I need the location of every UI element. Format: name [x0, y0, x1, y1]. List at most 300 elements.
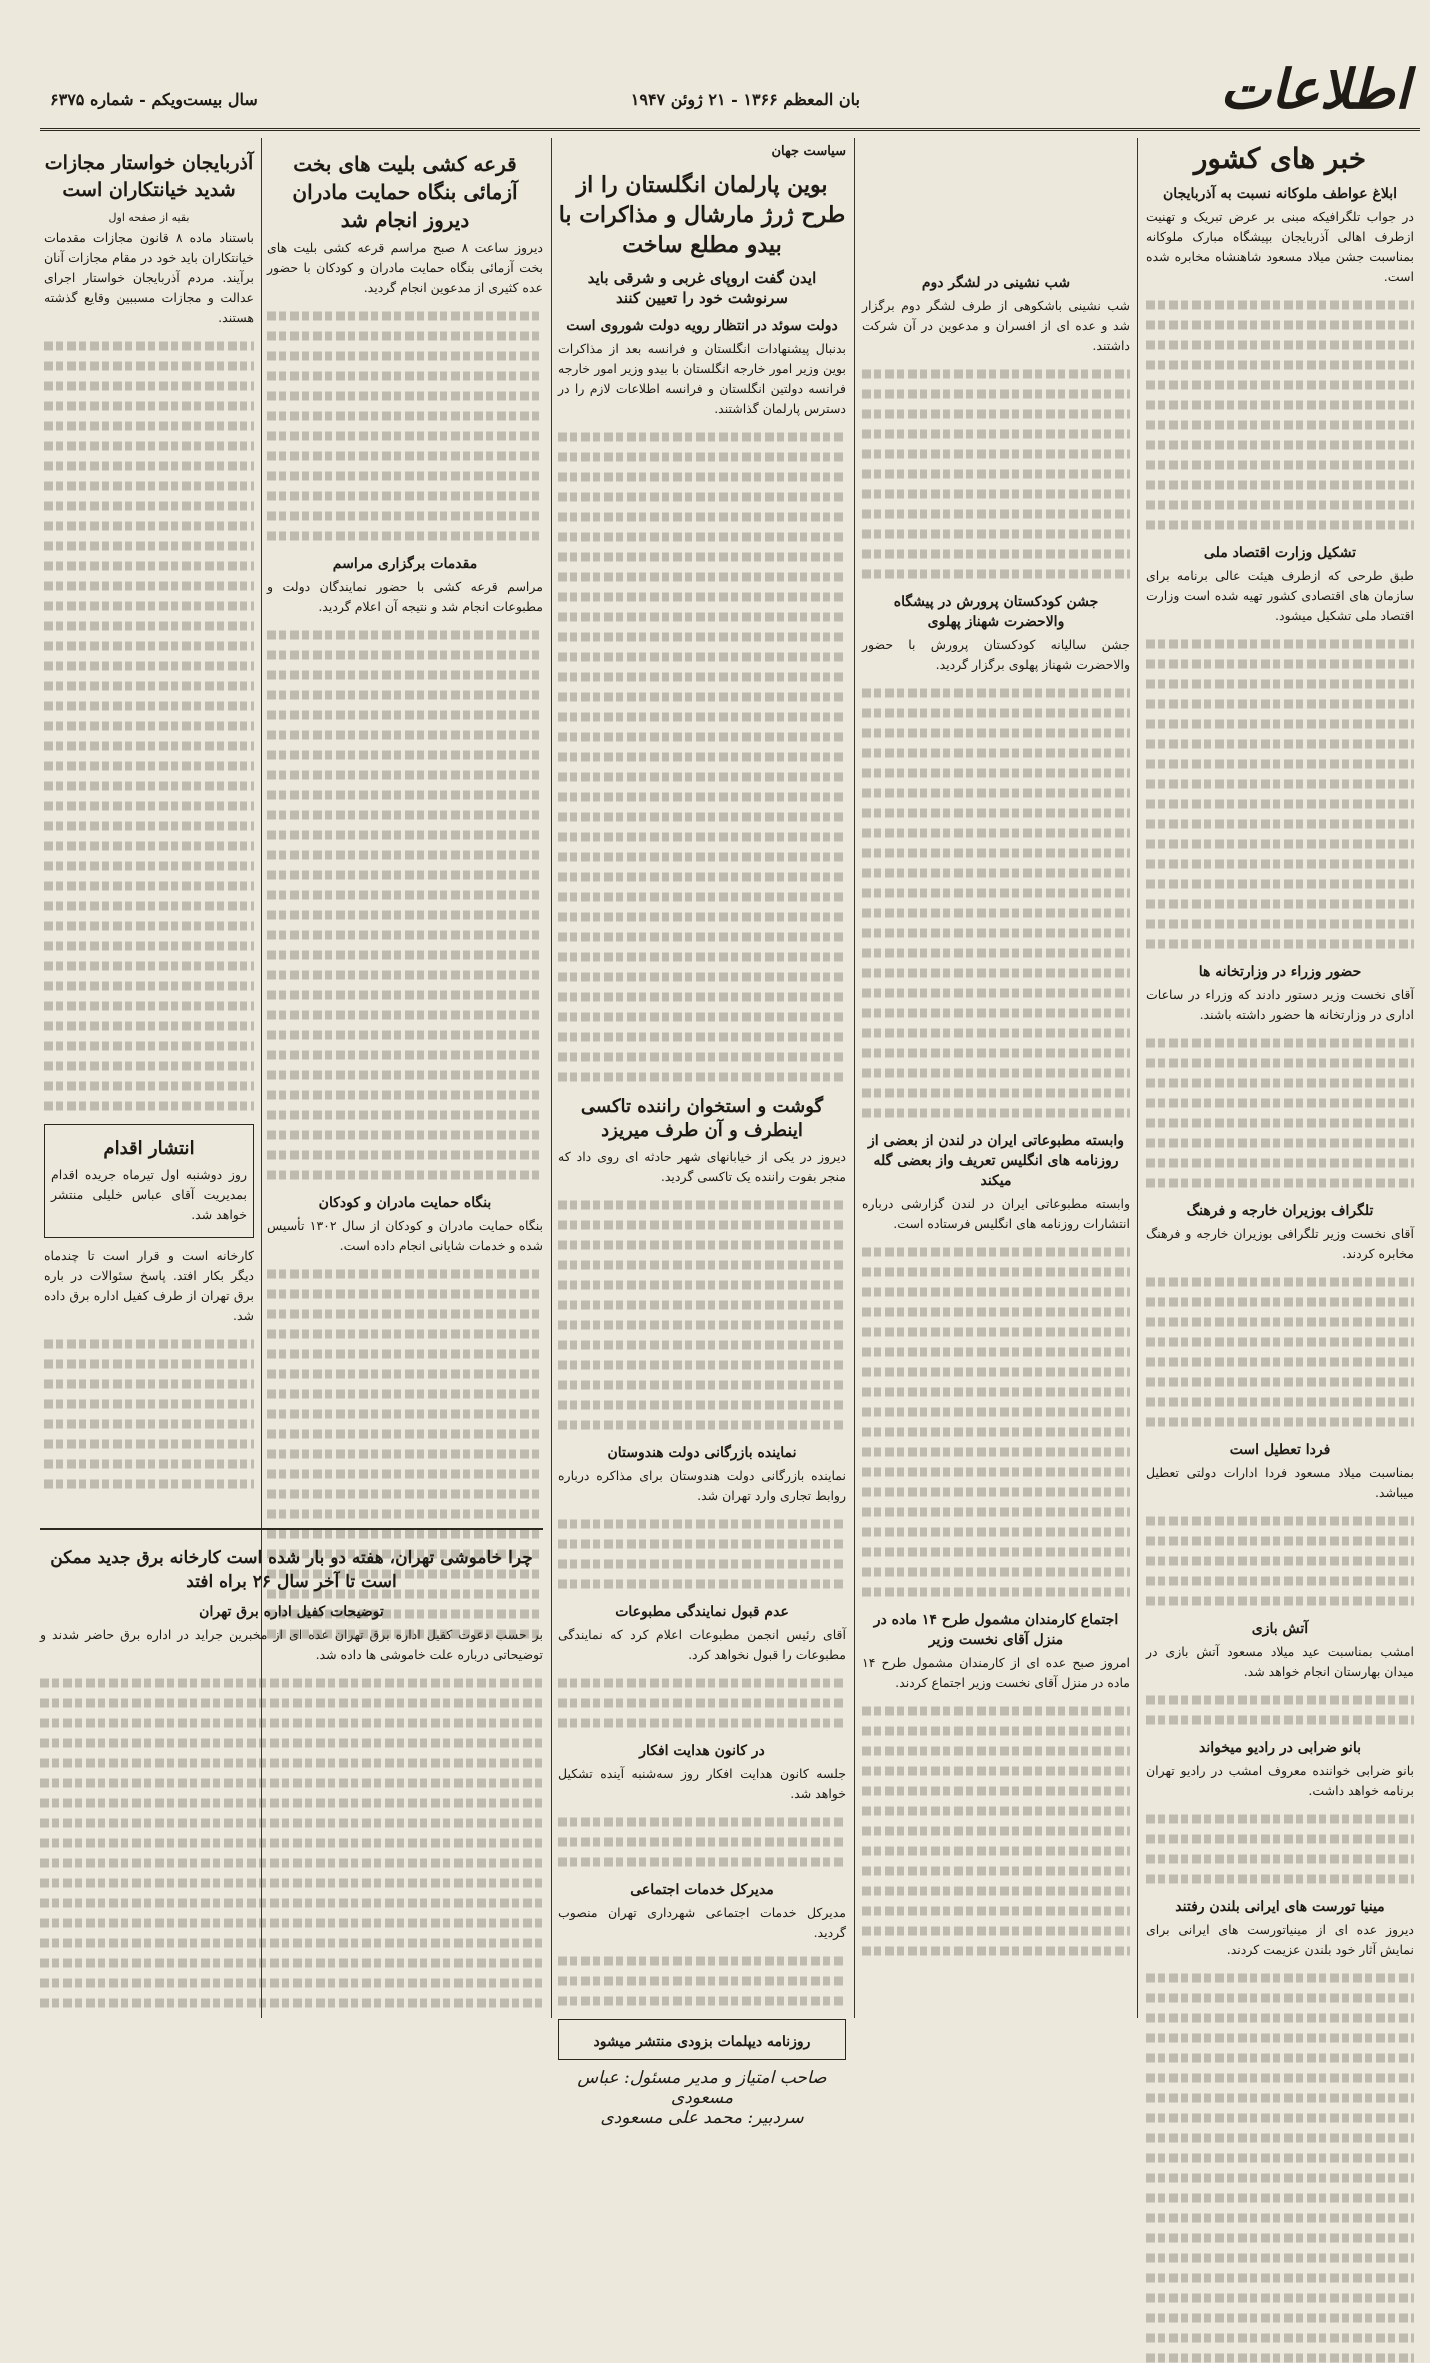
text-line	[862, 1747, 1130, 1756]
column-rule	[551, 138, 552, 2018]
text-line	[1146, 1815, 1414, 1824]
text-line	[267, 1510, 543, 1519]
text-line	[862, 1807, 1130, 1816]
text-line	[1146, 2094, 1414, 2103]
text-line	[1146, 2194, 1414, 2203]
article-title: آتش بازی	[1251, 1621, 1309, 1637]
text-line	[558, 1520, 846, 1529]
subheadline: دولت سوئد در انتظار رویه دولت شوروی است	[566, 318, 838, 334]
text-line	[1146, 301, 1414, 310]
text-line	[1146, 660, 1414, 669]
text-line	[267, 1270, 543, 1279]
text-line	[44, 882, 254, 891]
text-line	[862, 1388, 1130, 1397]
text-line	[1146, 1418, 1414, 1427]
article-body: کارخانه است و قرار است تا چندماه دیگر بکار افتد. پاسخ سئوالات در باره برق تهران از طرف کفیل اداره برق داده شد.	[44, 1248, 254, 1323]
text-line	[267, 1470, 543, 1479]
article-headline: قرعه کشی بلیت های بخت آزمائی بنگاه حمایت مادران دیروز انجام شد	[292, 152, 518, 232]
article-title: بنگاه حمایت مادران و کودکان	[318, 1195, 492, 1211]
article-title: حضور وزراء در وزارتخانه ها	[1198, 964, 1362, 980]
article-body: شب نشینی باشکوهی از طرف لشگر دوم برگزار شد و عده ای از افسران و مدعوین در آن شرکت داشتند.	[862, 298, 1130, 353]
newspaper-logo: اطلاعات	[1220, 57, 1410, 121]
article-title: مقدمات برگزاری مراسم	[332, 556, 478, 572]
text-line	[558, 653, 846, 662]
text-line	[1146, 381, 1414, 390]
text-line	[44, 1360, 254, 1369]
text-line	[862, 969, 1130, 978]
text-line	[1146, 1517, 1414, 1526]
text-line	[40, 1899, 543, 1908]
article-headline: آذربایجان خواستار مجازات شدید خیانتکاران است	[44, 152, 254, 201]
text-line	[1146, 2014, 1414, 2023]
text-line	[862, 1827, 1130, 1836]
text-line	[862, 470, 1130, 479]
column-rule	[1137, 138, 1138, 2018]
text-line	[558, 1838, 846, 1847]
text-line	[1146, 2154, 1414, 2163]
text-line	[44, 902, 254, 911]
text-line	[862, 570, 1130, 579]
text-line	[1146, 2114, 1414, 2123]
text-line	[1146, 740, 1414, 749]
text-line	[267, 1051, 543, 1060]
main-headline: بوین پارلمان انگلستان را از طرح ژرژ مارشال و مذاکرات با بیدو مطلع ساخت	[558, 172, 846, 258]
text-line	[862, 490, 1130, 499]
article-title: نماینده بازرگانی دولت هندوستان	[607, 1445, 797, 1461]
column-world-politics	[558, 142, 846, 2128]
article-body: آقای رئیس انجمن مطبوعات اعلام کرد که نمایندگی مطبوعات را قبول نخواهد کرد.	[558, 1627, 846, 1662]
text-line	[267, 1370, 543, 1379]
text-line	[267, 971, 543, 980]
text-line	[558, 753, 846, 762]
text-line	[1146, 760, 1414, 769]
text-line	[862, 1907, 1130, 1916]
text-line	[558, 1053, 846, 1062]
text-line	[1146, 900, 1414, 909]
text-line	[558, 953, 846, 962]
article-title: مدیرکل خدمات اجتماعی	[630, 1882, 774, 1898]
text-line	[267, 871, 543, 880]
text-line	[862, 1069, 1130, 1078]
article-title: فردا تعطیل است	[1229, 1442, 1331, 1458]
text-line	[558, 1818, 846, 1827]
text-line	[267, 911, 543, 920]
text-line	[1146, 2334, 1414, 2343]
text-line	[1146, 1835, 1414, 1844]
text-line	[44, 382, 254, 391]
text-line	[40, 1819, 543, 1828]
text-line	[558, 673, 846, 682]
text-line	[558, 833, 846, 842]
text-line	[558, 1580, 846, 1589]
text-line	[862, 1049, 1130, 1058]
announcement-box	[44, 1124, 254, 1238]
article-body: امروز صبح عده ای از کارمندان مشمول طرح ۱۴ ماده در منزل آقای نخست وزیر اجتماع کردند.	[862, 1655, 1130, 1690]
text-line	[1146, 680, 1414, 689]
column-azerbaijan	[44, 142, 254, 1522]
text-line	[862, 1268, 1130, 1277]
text-line	[558, 1858, 846, 1867]
text-line	[267, 771, 543, 780]
text-line	[44, 642, 254, 651]
text-line	[558, 493, 846, 502]
text-line	[862, 1887, 1130, 1896]
text-line	[44, 1022, 254, 1031]
text-line	[862, 989, 1130, 998]
article-headline: چرا خاموشی تهران، هفته دو بار شده است کارخانه برق جدید ممکن است تا آخر سال ۲۶ براه افتد	[50, 1548, 533, 1592]
text-line	[558, 993, 846, 1002]
dateline: بان المعظم ۱۳۶۶ - ۲۱ ژوئن ۱۹۴۷	[630, 90, 860, 109]
text-line	[862, 1248, 1130, 1257]
text-line	[1146, 2314, 1414, 2323]
text-line	[1146, 2214, 1414, 2223]
text-line	[40, 1999, 543, 2008]
text-line	[40, 1839, 543, 1848]
text-line	[267, 1490, 543, 1499]
text-line	[44, 542, 254, 551]
text-line	[558, 1401, 846, 1410]
article-body: جشن سالیانه کودکستان پرورش با حضور والاحضرت شهناز پهلوی برگزار گردید.	[862, 637, 1130, 672]
text-line	[1146, 1338, 1414, 1347]
text-line	[1146, 501, 1414, 510]
text-line	[1146, 2134, 1414, 2143]
text-line	[1146, 640, 1414, 649]
article-body: طبق طرحی که ازطرف هیئت عالی برنامه برای سازمان های اقتصادی کشور تهیه شده است وزارت اقتصاد ملی تشکیل میشود.	[1146, 568, 1414, 623]
text-line	[44, 662, 254, 671]
article-title: بانو ضرابی در رادیو میخواند	[1199, 1740, 1361, 1756]
text-line	[1146, 860, 1414, 869]
text-line	[44, 962, 254, 971]
text-line	[267, 1071, 543, 1080]
text-line	[1146, 1139, 1414, 1148]
article-headline: گوشت و استخوان راننده تاکسی اینطرف و آن طرف میریزد	[580, 1096, 824, 1141]
article-title: تشکیل وزارت اقتصاد ملی	[1203, 545, 1357, 561]
text-line	[44, 422, 254, 431]
electricity-article	[40, 1538, 543, 2018]
text-line	[267, 392, 543, 401]
text-line	[267, 332, 543, 341]
text-line	[267, 751, 543, 760]
text-line	[1146, 1119, 1414, 1128]
article-body: بر حسب دعوت کفیل اداره برق تهران عده ای از مخبرین جراید در اداره برق حاضر شدند و توضیحاتی درباره علت خاموشی ها داده شد.	[40, 1627, 543, 1662]
article-title: عدم قبول نمایندگی مطبوعات	[615, 1604, 789, 1620]
text-line	[40, 1979, 543, 1988]
text-line	[1146, 1597, 1414, 1606]
text-line	[267, 1011, 543, 1020]
text-line	[44, 782, 254, 791]
text-line	[267, 931, 543, 940]
text-line	[558, 633, 846, 642]
article-title: اجتماع کارمندان مشمول طرح ۱۴ ماده در منزل آقای نخست وزیر	[873, 1612, 1119, 1648]
text-line	[862, 1727, 1130, 1736]
text-line	[1146, 521, 1414, 530]
text-line	[558, 693, 846, 702]
article-body: بمناسبت میلاد مسعود فردا ادارات دولتی تعطیل میباشد.	[1146, 1465, 1414, 1500]
text-line	[1146, 461, 1414, 470]
text-line	[44, 442, 254, 451]
article-body: بدنبال پیشنهادات انگلستان و فرانسه بعد از مذاکرات بوین وزیر امور خارجه انگلستان با بیدو وزیر امور خارجه فرانسه دولتین انگلستان و فرانسه اطلاعات لازم را در دسترس پارلمان گذاشتند.	[558, 341, 846, 416]
article-title: وابسته مطبوعاتی ایران در لندن از بعضی از روزنامه های انگلیس تعریف واز بعضی گله میکند	[867, 1133, 1125, 1189]
text-line	[1146, 1557, 1414, 1566]
text-line	[1146, 1994, 1414, 2003]
text-line	[44, 1440, 254, 1449]
text-line	[558, 1381, 846, 1390]
text-line	[558, 1013, 846, 1022]
text-line	[1146, 720, 1414, 729]
text-line	[862, 550, 1130, 559]
text-line	[267, 372, 543, 381]
text-line	[862, 1428, 1130, 1437]
text-line	[862, 1528, 1130, 1537]
text-line	[267, 1151, 543, 1160]
text-line	[1146, 1974, 1414, 1983]
text-line	[44, 562, 254, 571]
text-line	[44, 1400, 254, 1409]
text-line	[558, 1361, 846, 1370]
text-line	[558, 613, 846, 622]
text-line	[1146, 1079, 1414, 1088]
text-line	[862, 1548, 1130, 1557]
text-line	[558, 1699, 846, 1708]
text-line	[1146, 780, 1414, 789]
article-body: آقای نخست وزیر دستور دادند که وزراء در ساعات اداری در وزارتخانه ها حضور داشته باشند.	[1146, 987, 1414, 1022]
announcement-box	[558, 2019, 846, 2060]
text-line	[267, 831, 543, 840]
text-line	[267, 1430, 543, 1439]
text-line	[558, 793, 846, 802]
text-line	[267, 891, 543, 900]
text-line	[1146, 1855, 1414, 1864]
text-line	[1146, 321, 1414, 330]
text-line	[44, 1082, 254, 1091]
text-line	[862, 689, 1130, 698]
text-line	[267, 1131, 543, 1140]
text-line	[558, 1679, 846, 1688]
text-line	[267, 1390, 543, 1399]
text-line	[1146, 1716, 1414, 1725]
text-line	[267, 432, 543, 441]
text-line	[558, 1201, 846, 1210]
text-line	[44, 462, 254, 471]
text-line	[558, 1221, 846, 1230]
article-title: شب نشینی در لشگر دوم	[921, 275, 1071, 291]
text-line	[44, 582, 254, 591]
text-line	[558, 1997, 846, 2006]
text-line	[1146, 361, 1414, 370]
text-line	[1146, 2354, 1414, 2363]
text-line	[1146, 341, 1414, 350]
text-line	[44, 1340, 254, 1349]
text-line	[1146, 1179, 1414, 1188]
text-line	[44, 1042, 254, 1051]
text-line	[862, 1588, 1130, 1597]
article-body: جلسه کانون هدایت افکار روز سه‌شنبه آینده تشکیل خواهد شد.	[558, 1766, 846, 1801]
text-line	[44, 842, 254, 851]
masthead	[40, 50, 1420, 131]
text-line	[862, 1847, 1130, 1856]
text-line	[1146, 800, 1414, 809]
article-body: امشب بمناسبت عید میلاد مسعود آتش بازی در میدان بهارستان انجام خواهد شد.	[1146, 1644, 1414, 1679]
text-line	[862, 1408, 1130, 1417]
text-line	[44, 1102, 254, 1111]
text-line	[862, 1089, 1130, 1098]
text-line	[267, 352, 543, 361]
text-line	[40, 1699, 543, 1708]
text-line	[44, 822, 254, 831]
text-line	[267, 532, 543, 541]
text-line	[267, 412, 543, 421]
article-body: بانو ضرابی خواننده معروف امشب در رادیو تهران برنامه خواهد داشت.	[1146, 1763, 1414, 1798]
text-line	[862, 889, 1130, 898]
text-line	[267, 631, 543, 640]
text-line	[558, 1560, 846, 1569]
text-line	[44, 1480, 254, 1489]
text-line	[1146, 700, 1414, 709]
text-line	[44, 622, 254, 631]
text-line	[40, 1739, 543, 1748]
text-line	[267, 452, 543, 461]
article-title: تلگراف بوزیران خارجه و فرهنگ	[1186, 1203, 1374, 1219]
text-line	[862, 430, 1130, 439]
text-line	[862, 809, 1130, 818]
text-line	[267, 991, 543, 1000]
text-line	[40, 1679, 543, 1688]
text-line	[558, 773, 846, 782]
section-divider	[40, 1528, 543, 1530]
text-line	[558, 933, 846, 942]
text-line	[267, 1111, 543, 1120]
text-line	[44, 522, 254, 531]
text-line	[1146, 2054, 1414, 2063]
text-line	[1146, 1398, 1414, 1407]
text-line	[558, 573, 846, 582]
text-line	[558, 1033, 846, 1042]
text-line	[40, 1719, 543, 1728]
text-line	[862, 370, 1130, 379]
text-line	[1146, 2254, 1414, 2263]
text-line	[558, 1073, 846, 1082]
text-line	[40, 1759, 543, 1768]
text-line	[1146, 840, 1414, 849]
text-line	[862, 390, 1130, 399]
text-line	[558, 1540, 846, 1549]
text-line	[267, 1330, 543, 1339]
text-line	[558, 853, 846, 862]
text-line	[44, 862, 254, 871]
text-line	[267, 731, 543, 740]
text-line	[862, 1308, 1130, 1317]
article-subheadline: توضیحات کفیل اداره برق تهران	[199, 1604, 384, 1620]
text-line	[862, 1568, 1130, 1577]
text-line	[862, 1448, 1130, 1457]
text-line	[558, 1957, 846, 1966]
text-line	[40, 1959, 543, 1968]
text-line	[267, 1031, 543, 1040]
text-line	[558, 553, 846, 562]
text-line	[1146, 481, 1414, 490]
text-line	[267, 492, 543, 501]
text-line	[44, 342, 254, 351]
text-line	[558, 533, 846, 542]
text-line	[862, 1109, 1130, 1118]
text-line	[44, 1420, 254, 1429]
text-line	[862, 849, 1130, 858]
text-line	[1146, 1378, 1414, 1387]
publisher-credit: صاحب امتیاز و مدیر مسئول: عباس مسعودی	[577, 2068, 827, 2108]
article-body: مراسم قرعه کشی با حضور نمایندگان دولت و مطبوعات انجام شد و نتیجه آن اعلام گردید.	[267, 579, 543, 614]
text-line	[862, 949, 1130, 958]
text-line	[40, 1939, 543, 1948]
article-title: در کانون هدایت افکار	[639, 1743, 765, 1759]
text-line	[1146, 1696, 1414, 1705]
text-line	[267, 791, 543, 800]
text-line	[267, 951, 543, 960]
article-body: در جواب تلگرافیکه مبنی بر عرض تبریک و تهنیت ازطرف اهالی آذربایجان بپیشگاه مبارک ملوکانه بمناسبت جشن میلاد مسعود شاهنشاه مخابره شده است.	[1146, 209, 1414, 284]
text-line	[558, 473, 846, 482]
text-line	[44, 942, 254, 951]
subheadline: ایدن گفت اروپای غربی و شرقی باید سرنوشت خود را تعیین کنند	[587, 269, 817, 307]
text-line	[267, 1290, 543, 1299]
text-line	[44, 742, 254, 751]
article-title: جشن کودکستان پرورش در پیشگاه والاحضرت شهناز پهلوی	[893, 594, 1099, 630]
text-line	[1146, 2294, 1414, 2303]
text-line	[44, 722, 254, 731]
text-line	[862, 1508, 1130, 1517]
text-line	[558, 1421, 846, 1430]
text-line	[267, 472, 543, 481]
text-line	[267, 1091, 543, 1100]
article-body: دیروز ساعت ۸ صبح مراسم قرعه کشی بلیت های بخت آزمائی بنگاه حمایت مادران و کودکان با حضور عده کثیری از مدعوین انجام گردید.	[267, 240, 543, 295]
text-line	[558, 1241, 846, 1250]
text-line	[44, 402, 254, 411]
text-line	[1146, 1099, 1414, 1108]
text-line	[862, 709, 1130, 718]
text-line	[1146, 2234, 1414, 2243]
text-line	[1146, 2174, 1414, 2183]
text-line	[267, 691, 543, 700]
text-line	[40, 1799, 543, 1808]
text-line	[862, 530, 1130, 539]
text-line	[862, 1707, 1130, 1716]
article-body: وابسته مطبوعاتی ایران در لندن گزارشی درباره انتشارات روزنامه های انگلیس فرستاده است.	[862, 1196, 1130, 1231]
text-line	[862, 1767, 1130, 1776]
text-line	[862, 1029, 1130, 1038]
text-line	[862, 1947, 1130, 1956]
text-line	[558, 1321, 846, 1330]
text-line	[44, 682, 254, 691]
text-line	[1146, 1537, 1414, 1546]
text-line	[1146, 1358, 1414, 1367]
text-line	[558, 1301, 846, 1310]
text-line	[1146, 820, 1414, 829]
text-line	[267, 1350, 543, 1359]
article-body: دیروز در یکی از خیابانهای شهر حادثه ای روی داد که منجر بفوت راننده یک تاکسی گردید.	[558, 1149, 846, 1184]
text-line	[44, 1460, 254, 1469]
text-line	[862, 1368, 1130, 1377]
article-body: آقای نخست وزیر تلگرافی بوزیران خارجه و فرهنگ مخابره کردند.	[1146, 1226, 1414, 1261]
text-line	[267, 671, 543, 680]
text-line	[862, 1468, 1130, 1477]
text-line	[558, 813, 846, 822]
text-line	[44, 482, 254, 491]
text-line	[44, 1002, 254, 1011]
text-line	[862, 729, 1130, 738]
text-line	[862, 1488, 1130, 1497]
continued-note: بقیه از صفحه اول	[108, 211, 190, 224]
text-line	[862, 1927, 1130, 1936]
text-line	[267, 651, 543, 660]
text-line	[44, 922, 254, 931]
